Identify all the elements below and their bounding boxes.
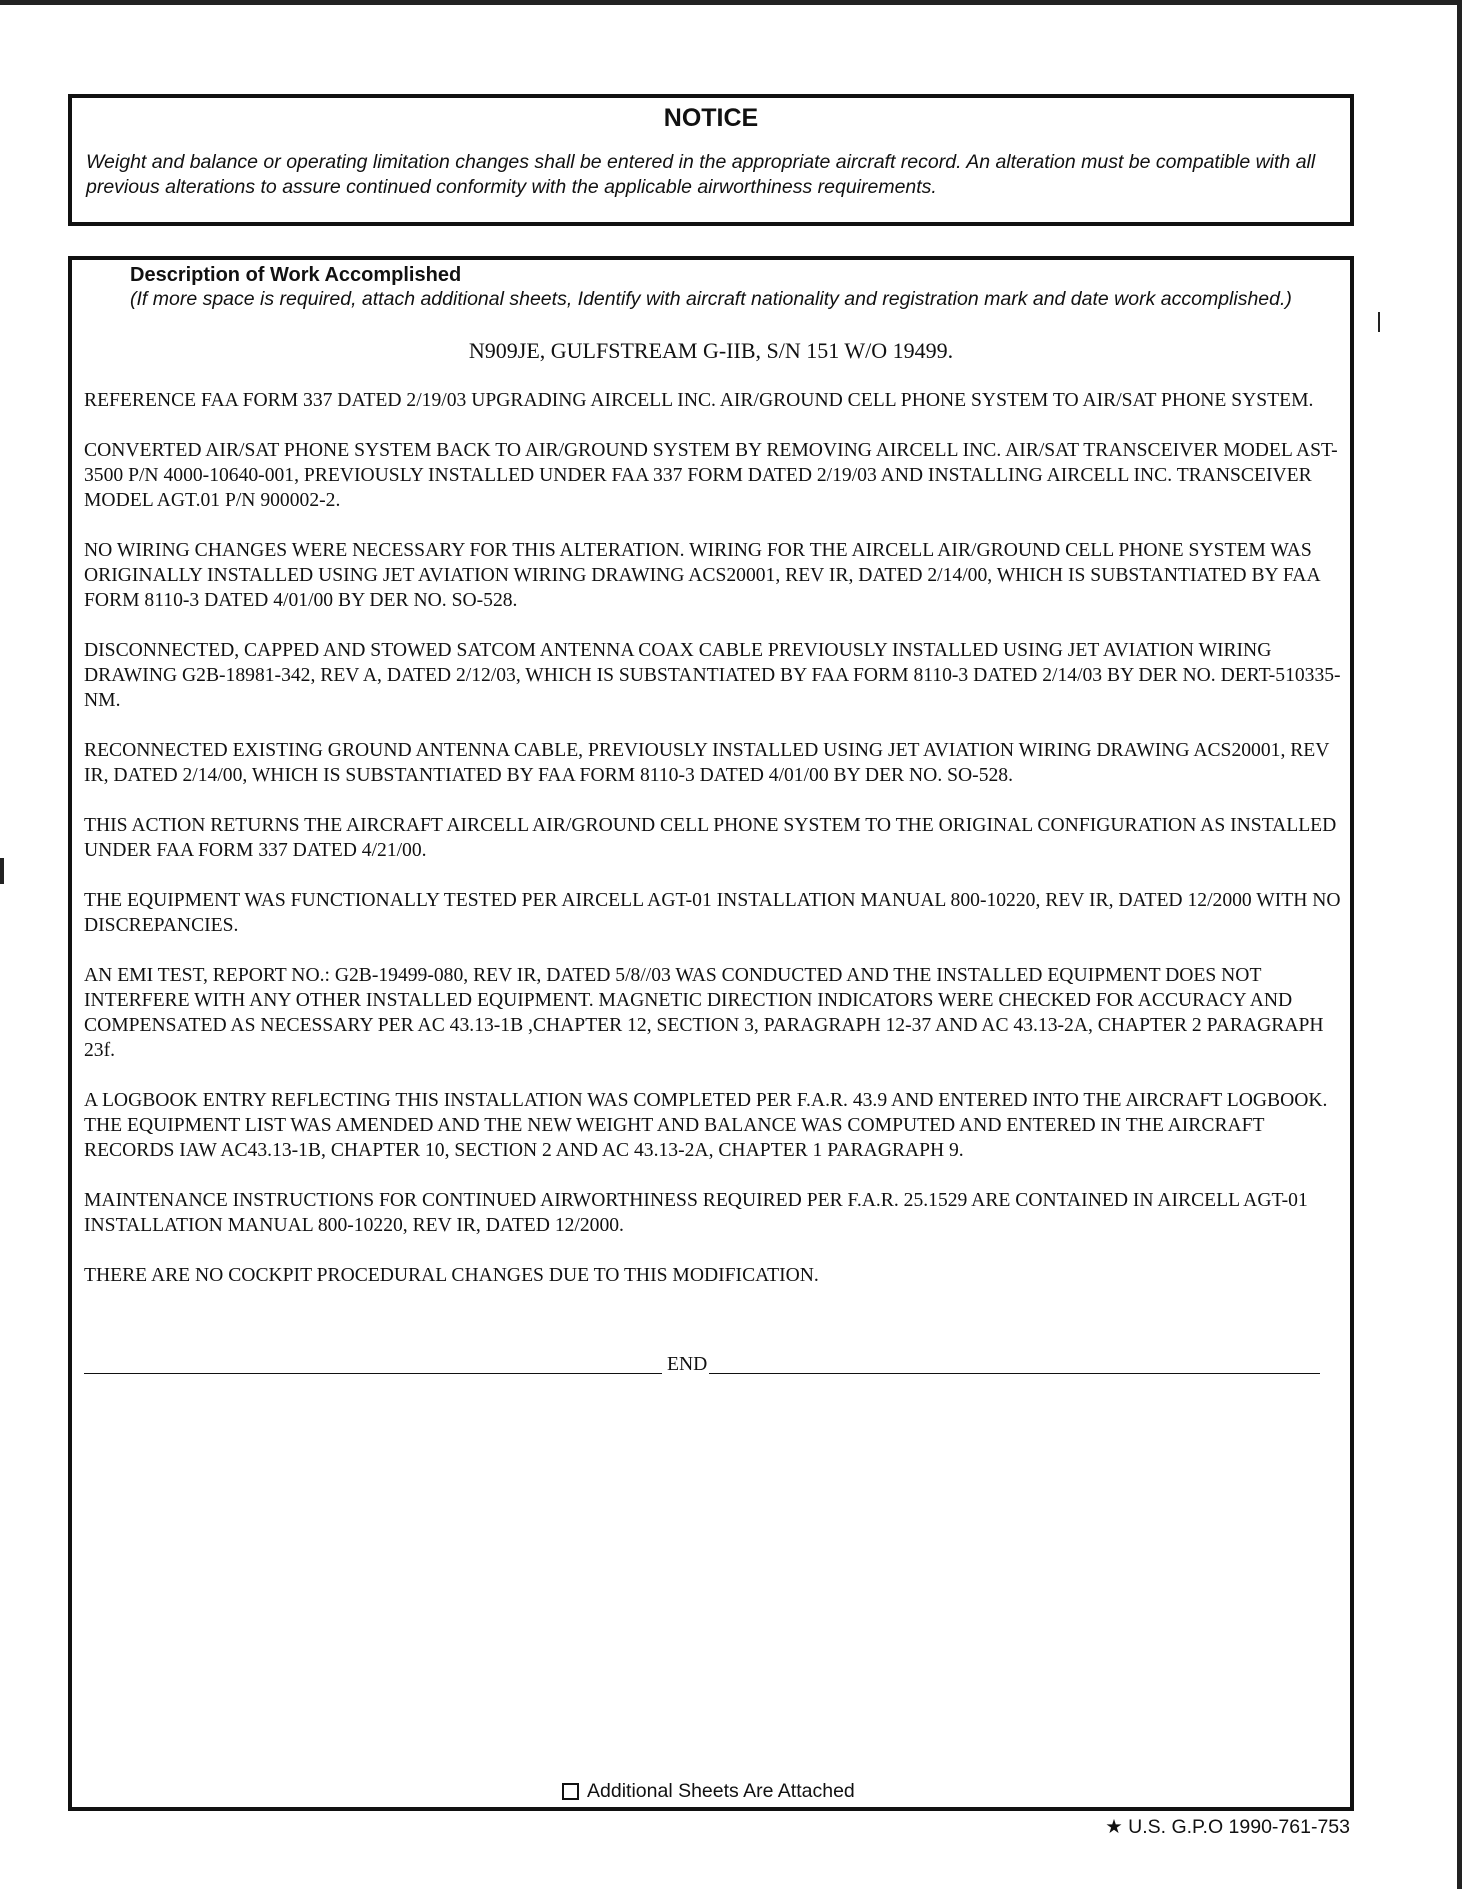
description-instruction: (If more space is required, attach additional sheets, Identify with aircraft nationality and registration mark and date work accomplished.) (130, 288, 1292, 310)
description-box (68, 256, 1354, 1811)
additional-sheets-checkbox[interactable] (562, 1783, 579, 1800)
work-paragraph: MAINTENANCE INSTRUCTIONS FOR CONTINUED AIRWORTHINESS REQUIRED PER F.A.R. 25.1529 ARE CONTAINED IN AIRCELL AGT-01 INSTALLATION MANUAL 800-10220, REV IR, DATED 12/2000. (84, 1190, 1308, 1236)
notice-box (68, 94, 1354, 226)
work-paragraph: NO WIRING CHANGES WERE NECESSARY FOR THIS ALTERATION. WIRING FOR THE AIRCELL AIR/GROUND CELL PHONE SYSTEM WAS ORIGINALLY INSTALLED USING JET AVIATION WIRING DRAWING ACS20001, REV IR, DATED 2/14/00, WHICH IS SUBSTANTIATED BY FAA FORM 8110-3 DATED 4/01/00 BY DER NO. SO-528. (84, 540, 1320, 611)
additional-sheets-row (562, 1779, 855, 1803)
scan-mark (1378, 312, 1380, 332)
aircraft-identification: N909JE, GULFSTREAM G-IIB, S/N 151 W/O 19499. (468, 338, 954, 363)
work-paragraph: THE EQUIPMENT WAS FUNCTIONALLY TESTED PER AIRCELL AGT-01 INSTALLATION MANUAL 800-10220, REV IR, DATED 12/2000 WITH NO DISCREPANCIES. (84, 890, 1341, 936)
end-marker (84, 1350, 1320, 1376)
work-paragraph: AN EMI TEST, REPORT NO.: G2B-19499-080, REV IR, DATED 5/8//03 WAS CONDUCTED AND THE INSTALLED EQUIPMENT DOES NOT INTERFERE WITH ANY OTHER INSTALLED EQUIPMENT. MAGNETIC DIRECTION INDICATORS WERE CHECKED FOR ACCURACY AND COMPENSATED AS NECESSARY PER AC 43.13-1B ,CHAPTER 12, SECTION 3, PARAGRAPH 12-37 AND AC 43.13-2A, CHAPTER 2 PARAGRAPH 23f. (84, 965, 1324, 1061)
gpo-footer: ★ U.S. G.P.O 1990-761-753 (1105, 1816, 1350, 1838)
scan-mark (0, 858, 4, 884)
work-paragraph: RECONNECTED EXISTING GROUND ANTENNA CABLE, PREVIOUSLY INSTALLED USING JET AVIATION WIRING DRAWING ACS20001, REV IR, DATED 2/14/00, WHICH IS SUBSTANTIATED BY FAA FORM 8110-3 DATED 4/01/00 BY DER NO. SO-528. (84, 740, 1330, 786)
work-paragraph: THIS ACTION RETURNS THE AIRCRAFT AIRCELL AIR/GROUND CELL PHONE SYSTEM TO THE ORIGINAL CONFIGURATION AS INSTALLED UNDER FAA FORM 337 DATED 4/21/00. (84, 815, 1337, 861)
work-paragraph: REFERENCE FAA FORM 337 DATED 2/19/03 UPGRADING AIRCELL INC. AIR/GROUND CELL PHONE SYSTEM TO AIR/SAT PHONE SYSTEM. (84, 390, 1314, 411)
work-paragraph: CONVERTED AIR/SAT PHONE SYSTEM BACK TO AIR/GROUND SYSTEM BY REMOVING AIRCELL INC. AIR/SAT TRANSCEIVER MODEL AST-3500 P/N 4000-10640-001, PREVIOUSLY INSTALLED UNDER FAA 337 FORM DATED 2/19/03 AND INSTALLING AIRCELL INC. TRANSCEIVER MODEL AGT.01 P/N 900002-2. (84, 440, 1338, 511)
work-description-body (84, 388, 1342, 1288)
work-paragraph: THERE ARE NO COCKPIT PROCEDURAL CHANGES DUE TO THIS MODIFICATION. (84, 1265, 819, 1286)
scan-edge-top (0, 0, 1462, 5)
work-paragraph: A LOGBOOK ENTRY REFLECTING THIS INSTALLATION WAS COMPLETED PER F.A.R. 43.9 AND ENTERED INTO THE AIRCRAFT LOGBOOK. THE EQUIPMENT LIST WAS AMENDED AND THE NEW WEIGHT AND BALANCE WAS COMPUTED AND ENTERED IN THE AIRCRAFT RECORDS IAW AC43.13-1B, CHAPTER 10, SECTION 2 AND AC 43.13-2A, CHAPTER 1 PARAGRAPH 9. (84, 1090, 1328, 1161)
notice-title: NOTICE (663, 104, 759, 132)
end-line-left (84, 1373, 662, 1374)
end-line-right (709, 1373, 1320, 1374)
description-heading: Description of Work Accomplished (130, 264, 462, 286)
end-label: END (667, 1354, 708, 1375)
work-paragraph: DISCONNECTED, CAPPED AND STOWED SATCOM ANTENNA COAX CABLE PREVIOUSLY INSTALLED USING JET AVIATION WIRING DRAWING G2B-18981-342, REV A, DATED 2/12/03, WHICH IS SUBSTANTIATED BY FAA FORM 8110-3 DATED 2/14/03 BY DER NO. DERT-510335-NM. (84, 640, 1341, 711)
scan-edge-right (1457, 0, 1462, 1889)
additional-sheets-label: Additional Sheets Are Attached (587, 1779, 855, 1802)
notice-text: Weight and balance or operating limitation changes shall be entered in the appropriate aircraft record. An alteration must be compatible with all previous alterations to assure continued conformity with the applicable airworthiness requirements. (86, 151, 1316, 198)
